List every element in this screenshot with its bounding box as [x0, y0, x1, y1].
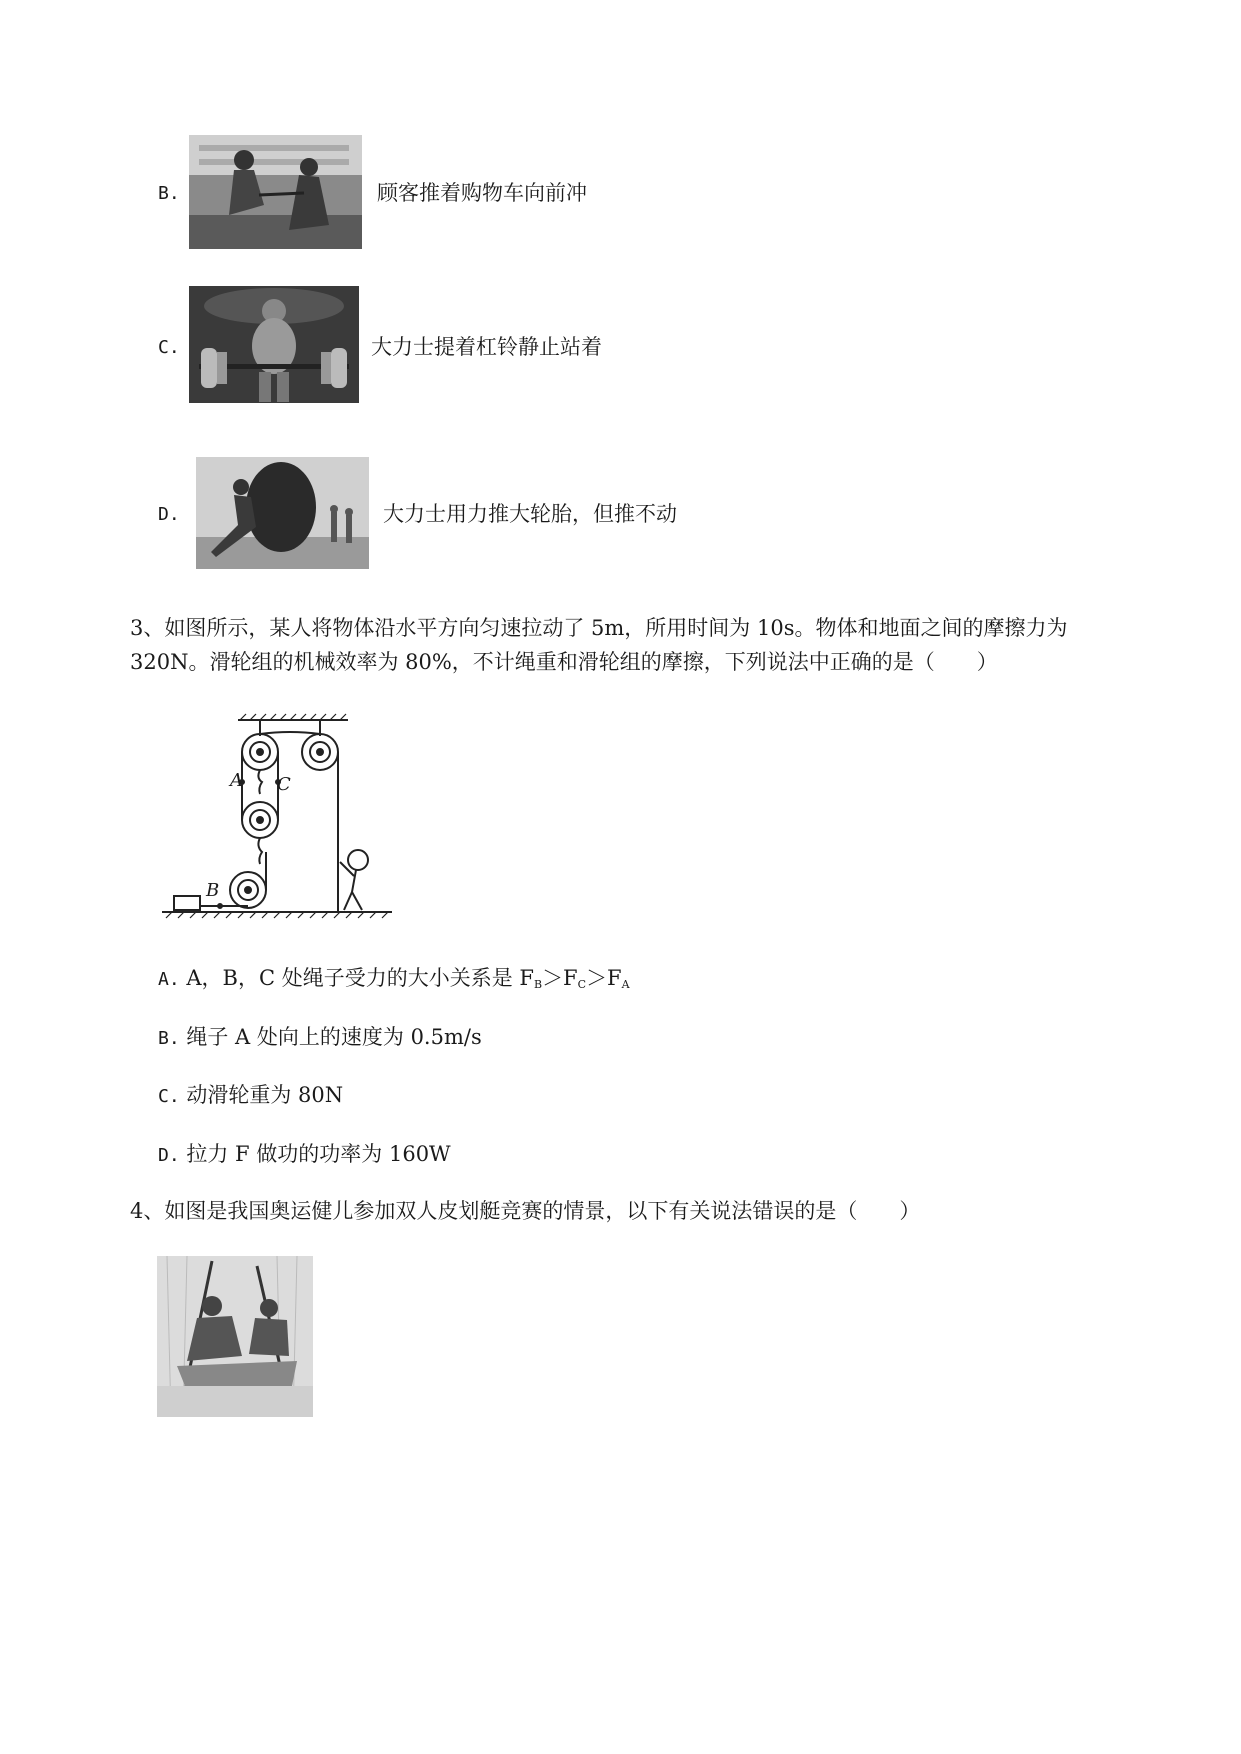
subscript: C	[577, 978, 587, 991]
subscript: A	[621, 978, 630, 991]
option-text: 拉力 F 做功的功率为 160W	[186, 1142, 451, 1166]
label-c: C	[277, 774, 291, 795]
pulley-diagram	[160, 712, 400, 922]
canoe-photo	[157, 1256, 313, 1417]
gt-symbol: ＞F	[586, 966, 622, 990]
label-b: B	[206, 880, 220, 901]
option-a	[158, 963, 630, 1000]
weightlifter-photo	[189, 286, 359, 403]
option-b	[158, 1022, 482, 1054]
subscript: B	[533, 978, 543, 991]
tire-push-photo	[196, 457, 369, 569]
option-label: B.	[158, 1028, 180, 1049]
option-text: A，B，C 处绳子受力的大小关系是 F	[186, 966, 534, 990]
shopping-cart-photo	[189, 135, 362, 249]
option-text: 顾客推着购物车向前冲	[377, 181, 587, 205]
option-label: B.	[158, 183, 180, 204]
question-4-text: 4、如图是我国奥运健儿参加双人皮划艇竞赛的情景，以下有关说法错误的是（ ）	[130, 1199, 921, 1223]
gt-symbol: ＞F	[542, 966, 578, 990]
option-label: D.	[158, 1145, 180, 1166]
option-label: C.	[158, 337, 180, 358]
option-label: D.	[158, 504, 180, 525]
question-3-text-line1: 3、如图所示，某人将物体沿水平方向匀速拉动了 5m，所用时间为 10s。物体和地面之间的摩擦力为	[130, 616, 1068, 640]
option-c	[158, 1080, 343, 1112]
label-a: A	[230, 770, 243, 791]
option-text: 绳子 A 处向上的速度为 0.5m/s	[186, 1025, 482, 1049]
option-label: A.	[158, 969, 180, 990]
option-d	[158, 1139, 451, 1171]
option-text: 动滑轮重为 80N	[186, 1083, 344, 1107]
option-label: C.	[158, 1086, 180, 1107]
question-3-text-line2: 320N。滑轮组的机械效率为 80%，不计绳重和滑轮组的摩擦，下列说法中正确的是（ ）	[130, 650, 998, 674]
option-text: 大力士提着杠铃静止站着	[371, 335, 602, 359]
option-text: 大力士用力推大轮胎，但推不动	[383, 502, 677, 526]
